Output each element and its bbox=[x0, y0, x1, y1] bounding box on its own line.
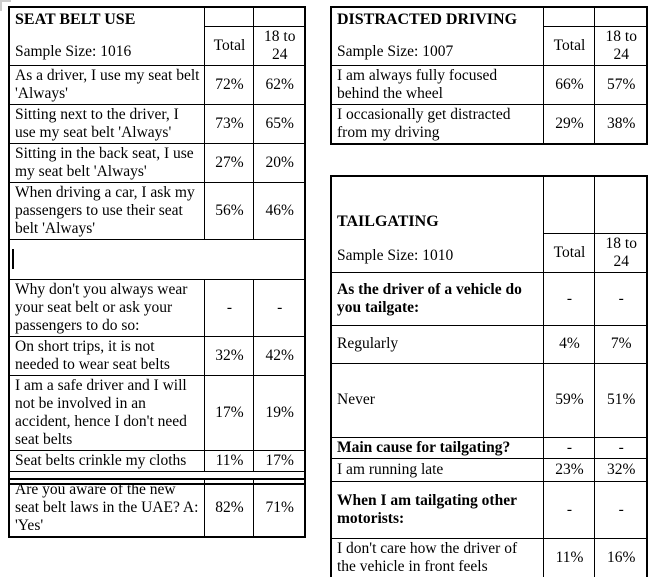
total-value-cell: 72% bbox=[204, 65, 253, 104]
age-value-cell: 16% bbox=[594, 538, 647, 577]
tailgating-table bbox=[330, 175, 648, 577]
section-question-cell: As the driver of a vehicle do you tailgate: bbox=[331, 272, 543, 325]
empty-header-cell bbox=[253, 7, 305, 26]
table-row bbox=[9, 65, 305, 104]
table-title: DISTRACTED DRIVING bbox=[337, 11, 518, 29]
total-value-cell: - bbox=[543, 437, 594, 458]
total-value-cell: 73% bbox=[204, 104, 253, 143]
question-cell: Regularly bbox=[331, 325, 543, 363]
table-row bbox=[9, 375, 305, 450]
age-value-cell: 7% bbox=[594, 325, 647, 363]
total-value-cell: 23% bbox=[543, 458, 594, 481]
question-cell: Seat belts crinkle my cloths bbox=[9, 450, 204, 471]
question-cell: I occasionally get distracted from my driving bbox=[331, 104, 543, 144]
distracted-driving-table bbox=[330, 6, 648, 145]
section-row bbox=[331, 272, 647, 325]
empty-header-cell bbox=[543, 7, 594, 26]
age-value-cell: 42% bbox=[253, 336, 305, 375]
blank-cell bbox=[9, 239, 305, 279]
table-row bbox=[331, 104, 647, 144]
column-header-total: Total bbox=[543, 233, 594, 272]
age-value-cell: 71% bbox=[253, 479, 305, 537]
seat-belt-table bbox=[8, 6, 306, 485]
age-value-cell: 65% bbox=[253, 104, 305, 143]
total-value-cell: 11% bbox=[543, 538, 594, 577]
table-title: TAILGATING bbox=[337, 213, 439, 231]
table-row bbox=[331, 65, 647, 104]
age-value-cell: - bbox=[594, 437, 647, 458]
section-row bbox=[331, 437, 647, 458]
total-value-cell: - bbox=[543, 481, 594, 538]
question-cell: I don't care how the driver of the vehicle in front feels bbox=[331, 538, 543, 577]
section-row bbox=[331, 481, 647, 538]
age-value-cell: 32% bbox=[594, 458, 647, 481]
total-value-cell: - bbox=[543, 272, 594, 325]
age-value-cell: - bbox=[594, 481, 647, 538]
question-cell: Never bbox=[331, 363, 543, 437]
question-cell: Are you aware of the new seat belt laws in the UAE? A: 'Yes' bbox=[9, 479, 204, 537]
column-header-age: 18 to 24 bbox=[594, 233, 647, 272]
empty-header-cell bbox=[594, 7, 647, 26]
table-title-cell bbox=[331, 7, 543, 65]
question-cell: When driving a car, I ask my passengers to use their seat belt 'Always' bbox=[9, 182, 204, 239]
total-value-cell: 17% bbox=[204, 375, 253, 450]
total-value-cell: 11% bbox=[204, 450, 253, 471]
table-row bbox=[9, 182, 305, 239]
question-cell: Sitting in the back seat, I use my seat belt 'Always' bbox=[9, 143, 204, 182]
sample-size: Sample Size: 1010 bbox=[337, 247, 454, 265]
table-title: SEAT BELT USE bbox=[15, 11, 136, 29]
table-row bbox=[331, 458, 647, 481]
text-cursor bbox=[12, 249, 14, 269]
total-value-cell: 32% bbox=[204, 336, 253, 375]
column-header-total: Total bbox=[543, 26, 594, 65]
age-value-cell: 62% bbox=[253, 65, 305, 104]
sample-size: Sample Size: 1016 bbox=[15, 43, 132, 61]
age-value-cell: - bbox=[253, 279, 305, 336]
table-row bbox=[331, 363, 647, 437]
column-header-total: Total bbox=[204, 26, 253, 65]
question-cell: As a driver, I use my seat belt 'Always' bbox=[9, 65, 204, 104]
sample-size: Sample Size: 1007 bbox=[337, 43, 454, 61]
section-question-cell: When I am tailgating other motorists: bbox=[331, 481, 543, 538]
question-cell: I am a safe driver and I will not be involved in an accident, hence I don't need seat belts bbox=[9, 375, 204, 450]
total-value-cell: 29% bbox=[543, 104, 594, 144]
question-cell: On short trips, it is not needed to wear seat belts bbox=[9, 336, 204, 375]
table-row bbox=[9, 279, 305, 336]
total-value-cell: 66% bbox=[543, 65, 594, 104]
question-cell: I am always fully focused behind the wheel bbox=[331, 65, 543, 104]
blank-row bbox=[9, 239, 305, 279]
table-row bbox=[9, 450, 305, 471]
table-header-row bbox=[9, 7, 305, 26]
age-value-cell: 51% bbox=[594, 363, 647, 437]
total-value-cell: 56% bbox=[204, 182, 253, 239]
total-value-cell: - bbox=[204, 279, 253, 336]
seat-belt-aware-table bbox=[8, 478, 306, 538]
column-header-age: 18 to 24 bbox=[594, 26, 647, 65]
age-value-cell: 57% bbox=[594, 65, 647, 104]
table-header-row bbox=[331, 176, 647, 233]
total-value-cell: 59% bbox=[543, 363, 594, 437]
age-value-cell: 19% bbox=[253, 375, 305, 450]
empty-header-cell bbox=[594, 176, 647, 233]
table-title-cell bbox=[331, 176, 543, 272]
question-cell: Sitting next to the driver, I use my seat belt 'Always' bbox=[9, 104, 204, 143]
table-row bbox=[331, 325, 647, 363]
table-row bbox=[9, 143, 305, 182]
table-row bbox=[331, 538, 647, 577]
section-question-cell: Main cause for tailgating? bbox=[331, 437, 543, 458]
total-value-cell: 4% bbox=[543, 325, 594, 363]
table-row bbox=[9, 104, 305, 143]
age-value-cell: - bbox=[594, 272, 647, 325]
age-value-cell: 38% bbox=[594, 104, 647, 144]
total-value-cell: 82% bbox=[204, 479, 253, 537]
table-header-row bbox=[331, 7, 647, 26]
empty-header-cell bbox=[543, 176, 594, 233]
column-header-age: 18 to 24 bbox=[253, 26, 305, 65]
age-value-cell: 46% bbox=[253, 182, 305, 239]
total-value-cell: 27% bbox=[204, 143, 253, 182]
question-cell: Why don't you always wear your seat belt or ask your passengers to do so: bbox=[9, 279, 204, 336]
table-row bbox=[9, 479, 305, 537]
table-title-cell bbox=[9, 7, 204, 65]
question-cell: I am running late bbox=[331, 458, 543, 481]
table-row bbox=[9, 336, 305, 375]
age-value-cell: 20% bbox=[253, 143, 305, 182]
empty-header-cell bbox=[204, 7, 253, 26]
age-value-cell: 17% bbox=[253, 450, 305, 471]
